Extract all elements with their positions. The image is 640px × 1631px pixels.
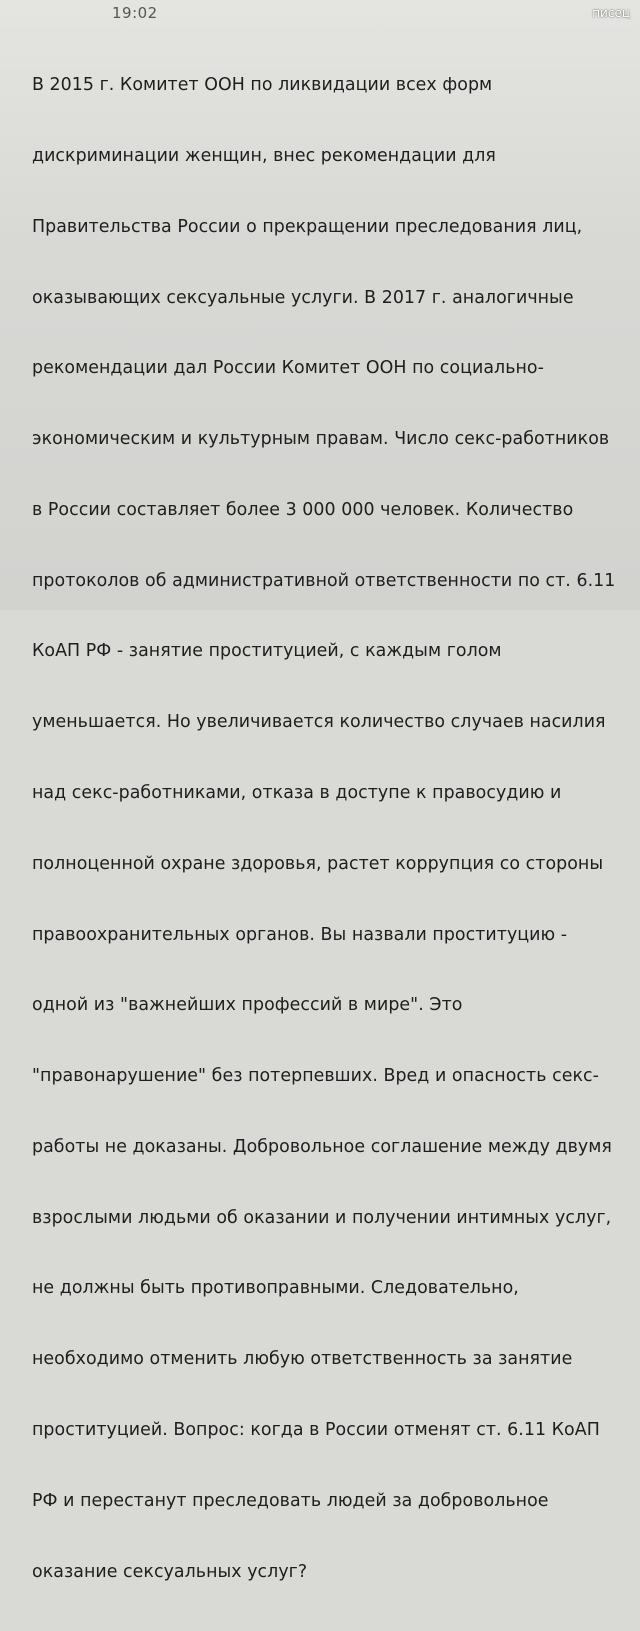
message-line: РФ и перестанут преследовать людей за добровольное [32, 1490, 549, 1511]
message-line: В 2015 г. Комитет ООН по ликвидации всех форм [32, 75, 493, 96]
message-line: рекомендации дал России Комитет ООН по социально- [32, 358, 544, 379]
message-line: КоАП РФ - занятие проституцией, с каждым голом [32, 641, 502, 662]
watermark: писец [592, 6, 630, 20]
message-line: экономическим и культурным правам. Число секс-работников [32, 429, 610, 450]
status-bar [0, 0, 640, 26]
message-line: уменьшается. Но увеличивается количество случаев насилия [32, 712, 606, 733]
message-text [32, 27, 636, 1631]
message-line: "правонарушение" без потерпевших. Вред и опасность секс- [32, 1066, 599, 1087]
message-line: в России составляет более 3 000 000 человек. Количество [32, 499, 574, 520]
message-line: Правительства России о прекращении преследования лиц, [32, 216, 583, 237]
message-line: правоохранительных органов. Вы назвали проституцию - [32, 924, 568, 945]
message-line: протоколов об административной ответственности по ст. 6.11 [32, 570, 616, 591]
message-line: над секс-работниками, отказа в доступе к правосудию и [32, 783, 562, 803]
message-line: не должны быть противоправными. Следовательно, [32, 1278, 519, 1299]
message-line: проституцией. Вопрос: когда в России отменят ст. 6.11 КоАП [32, 1420, 600, 1441]
message-line: работы не доказаны. Добровольное соглашение между двумя [32, 1136, 612, 1157]
message-line: оказывающих сексуальные услуги. В 2017 г. аналогичные [32, 287, 574, 308]
message-line: взрослыми людьми об оказании и получении интимных услуг, [32, 1207, 612, 1228]
message-line: оказание сексуальных услуг? [32, 1561, 308, 1582]
status-time: 19:02 [112, 4, 158, 22]
message-line: полноценной охране здоровья, растет коррупция со стороны [32, 853, 604, 874]
message-line: одной из "важнейших профессий в мире". Это [32, 995, 463, 1016]
message-line: необходимо отменить любую ответственность за занятие [32, 1349, 573, 1370]
message-line: дискриминации женщин, внес рекомендации для [32, 145, 496, 166]
